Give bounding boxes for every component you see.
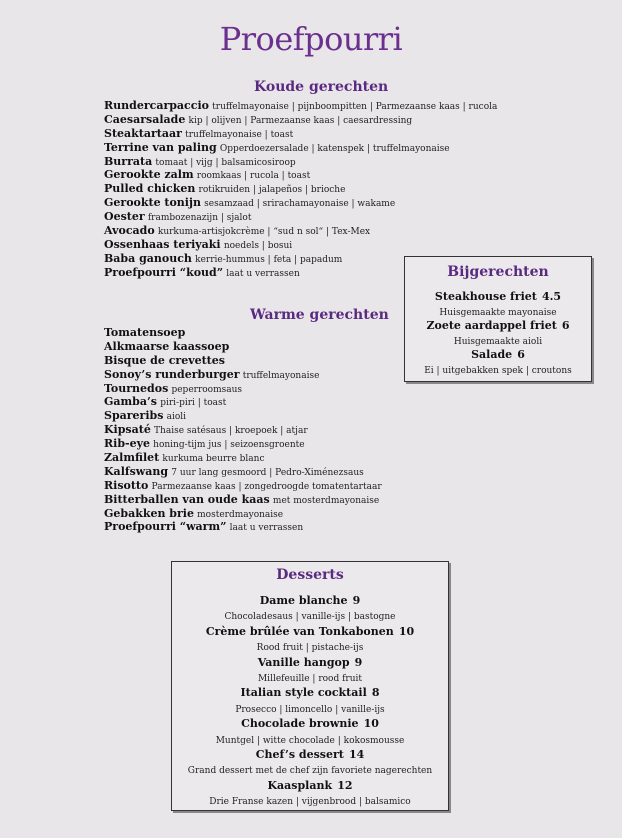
- bijgerechten-box: [404, 256, 592, 382]
- dish-item: [104, 465, 382, 479]
- item-description: Prosecco | limoncello | vanille-ijs: [235, 704, 385, 715]
- dish-name: Gamba’s: [104, 395, 158, 409]
- dish-item: [104, 210, 497, 224]
- dish-name: Sonoy’s runderburger: [104, 367, 240, 381]
- item-description: Huisgemaakte aioli: [453, 336, 543, 347]
- dish-description: met mosterdmayonaise: [272, 495, 380, 506]
- warme-list: [104, 326, 382, 534]
- box-item: [172, 591, 448, 622]
- dish-description: kurkuma beurre blanc: [162, 454, 265, 465]
- item-description: Millefeuille | rood fruit: [257, 673, 363, 684]
- dish-item: [104, 182, 497, 196]
- dish-name: Proefpourri “koud”: [104, 265, 224, 279]
- dish-item: [104, 451, 382, 465]
- dish-item: [104, 409, 382, 423]
- desserts-box: [171, 561, 449, 811]
- item-price: 4.5: [541, 290, 562, 303]
- box-item: [172, 714, 448, 745]
- dish-name: Kipsaté: [104, 423, 151, 437]
- dish-item: [104, 141, 497, 155]
- dish-description: laat u verrassen: [229, 523, 304, 534]
- item-name: Crème brûlée van Tonkabonen: [205, 624, 394, 638]
- dish-description: truffelmayonaise | pijnboompitten | Parmezaanse kaas | rucola: [212, 102, 498, 112]
- dish-name: Alkmaarse kaassoep: [104, 339, 230, 353]
- dish-item: [104, 423, 382, 437]
- item-description: Drie Franse kazen | vijgenbrood | balsamico: [209, 797, 411, 808]
- dish-item: [104, 224, 497, 238]
- dish-description: tomaat | vijg | balsamicosiroop: [155, 157, 296, 168]
- dish-name: Rib-eye: [104, 437, 150, 451]
- dish-description: sesamzaad | srirachamayonaise | wakame: [204, 199, 396, 210]
- dish-name: Steaktartaar: [104, 126, 182, 140]
- dish-description: laat u verrassen: [226, 268, 300, 279]
- dish-name: Pulled chicken: [104, 182, 196, 196]
- dish-item: [104, 382, 382, 396]
- dish-item: [104, 326, 382, 340]
- item-price: 10: [398, 624, 415, 638]
- dish-item: [104, 113, 497, 127]
- dish-name: Baba ganouch: [104, 251, 192, 265]
- item-price: 6: [517, 348, 525, 362]
- dish-name: Kalfswang: [104, 464, 169, 478]
- dish-description: Opperdoezersalade | katenspek | truffelmayonaise: [219, 143, 450, 154]
- dish-description: frambozenazijn | sjalot: [147, 213, 252, 224]
- dish-description: piri-piri | toast: [160, 398, 227, 409]
- dish-name: Gerookte zalm: [104, 168, 194, 182]
- dish-description: kurkuma-artisjokcrème | “sud n sol“ | Tex-Mex: [157, 227, 371, 238]
- dish-description: kerrie-hummus | feta | papadum: [195, 254, 343, 265]
- dish-name: Caesarsalade: [104, 112, 186, 126]
- dish-description: peperroomsaus: [171, 384, 243, 395]
- dish-item: [104, 99, 497, 113]
- dish-name: Bitterballen van oude kaas: [104, 492, 270, 506]
- dish-item: [104, 155, 497, 169]
- item-name: Italian style cocktail: [240, 686, 367, 700]
- item-price: 9: [352, 594, 361, 607]
- dish-description: Thaise satésaus | kroepoek | atjar: [154, 426, 308, 437]
- desserts-heading: Desserts: [276, 567, 344, 583]
- box-item: [172, 745, 448, 776]
- dish-item: [104, 238, 497, 252]
- dish-item: [104, 168, 497, 182]
- dish-description: mosterdmayonaise: [197, 509, 284, 520]
- item-name: Kaasplank: [267, 778, 333, 792]
- box-item: [172, 776, 448, 807]
- dish-name: Avocado: [104, 224, 155, 238]
- dish-item: [104, 479, 382, 493]
- dish-name: Terrine van paling: [104, 140, 217, 154]
- dish-description: truffelmayonaise: [242, 370, 320, 381]
- item-description: Ei | uitgebakken spek | croutons: [424, 365, 572, 376]
- item-name: Chocolade brownie: [241, 717, 359, 731]
- item-name: Zoete aardappel friet: [426, 319, 557, 333]
- dish-name: Zalmfilet: [104, 451, 160, 465]
- box-item: [172, 622, 448, 653]
- box-item: [405, 317, 591, 346]
- dish-name: Risotto: [104, 478, 149, 492]
- item-price: 6: [561, 319, 570, 333]
- dish-description: kip | olijven | Parmezaanse kaas | caesardressing: [188, 115, 413, 126]
- dish-name: Proefpourri “warm”: [104, 520, 227, 534]
- box-item: [172, 683, 448, 714]
- dish-item: [104, 196, 497, 210]
- dish-item: [104, 127, 497, 141]
- dish-name: Oester: [104, 210, 145, 224]
- dish-description: truffelmayonaise | toast: [185, 129, 294, 140]
- dish-item: [104, 354, 382, 368]
- dish-description: honing-tijm jus | seizoensgroente: [153, 440, 305, 451]
- dish-name: Rundercarpaccio: [104, 99, 209, 112]
- dish-description: aioli: [166, 412, 187, 423]
- dish-item: [104, 368, 382, 382]
- menu-title: Proefpourri: [219, 20, 403, 58]
- dish-item: [104, 520, 382, 534]
- item-price: 14: [348, 747, 365, 761]
- bijgerechten-heading: Bijgerechten: [447, 264, 549, 280]
- box-item: [405, 288, 591, 317]
- box-item: [405, 346, 591, 375]
- dish-item: [104, 340, 382, 354]
- item-name: Salade: [471, 348, 513, 362]
- item-name: Dame blanche: [259, 594, 348, 607]
- item-description: Grand dessert met de chef zijn favoriete nagerechten: [187, 766, 433, 777]
- item-price: 12: [337, 778, 353, 792]
- item-description: Huisgemaakte mayonaise: [439, 307, 557, 318]
- dish-description: noedels | bosui: [223, 240, 293, 251]
- dish-description: roomkaas | rucola | toast: [196, 171, 311, 182]
- dish-name: Spareribs: [104, 409, 164, 423]
- item-name: Steakhouse friet: [434, 290, 537, 303]
- dish-item: [104, 437, 382, 451]
- dish-name: Gerookte tonijn: [104, 196, 201, 210]
- dish-name: Burrata: [104, 154, 153, 168]
- item-name: Chef’s dessert: [255, 747, 344, 761]
- warme-heading: Warme gerechten: [250, 307, 389, 323]
- dish-description: Parmezaanse kaas | zongedroogde tomatentartaar: [151, 481, 382, 492]
- dish-item: [104, 395, 382, 409]
- dish-description: 7 uur lang gesmoord | Pedro-Ximénezsaus: [171, 467, 364, 478]
- item-description: Rood fruit | pistache-ijs: [256, 643, 364, 654]
- box-item: [172, 653, 448, 684]
- item-description: Chocoladesaus | vanille-ijs | bastogne: [224, 612, 396, 623]
- koude-list: [104, 99, 497, 280]
- item-description: Muntgel | witte chocolade | kokosmousse: [215, 735, 405, 746]
- dish-name: Tomatensoep: [104, 326, 186, 339]
- dish-name: Ossenhaas teriyaki: [104, 237, 221, 251]
- dish-item: [104, 493, 382, 507]
- dish-item: [104, 507, 382, 521]
- item-price: 8: [371, 686, 380, 700]
- dish-name: Gebakken brie: [104, 506, 194, 520]
- item-price: 10: [363, 717, 379, 731]
- dish-name: Tournedos: [104, 381, 169, 395]
- item-price: 9: [354, 655, 363, 669]
- item-name: Vanille hangop: [257, 655, 350, 669]
- koude-heading: Koude gerechten: [254, 79, 389, 95]
- dish-name: Bisque de crevettes: [104, 353, 225, 367]
- dish-description: rotikruiden | jalapeños | brioche: [198, 185, 346, 196]
